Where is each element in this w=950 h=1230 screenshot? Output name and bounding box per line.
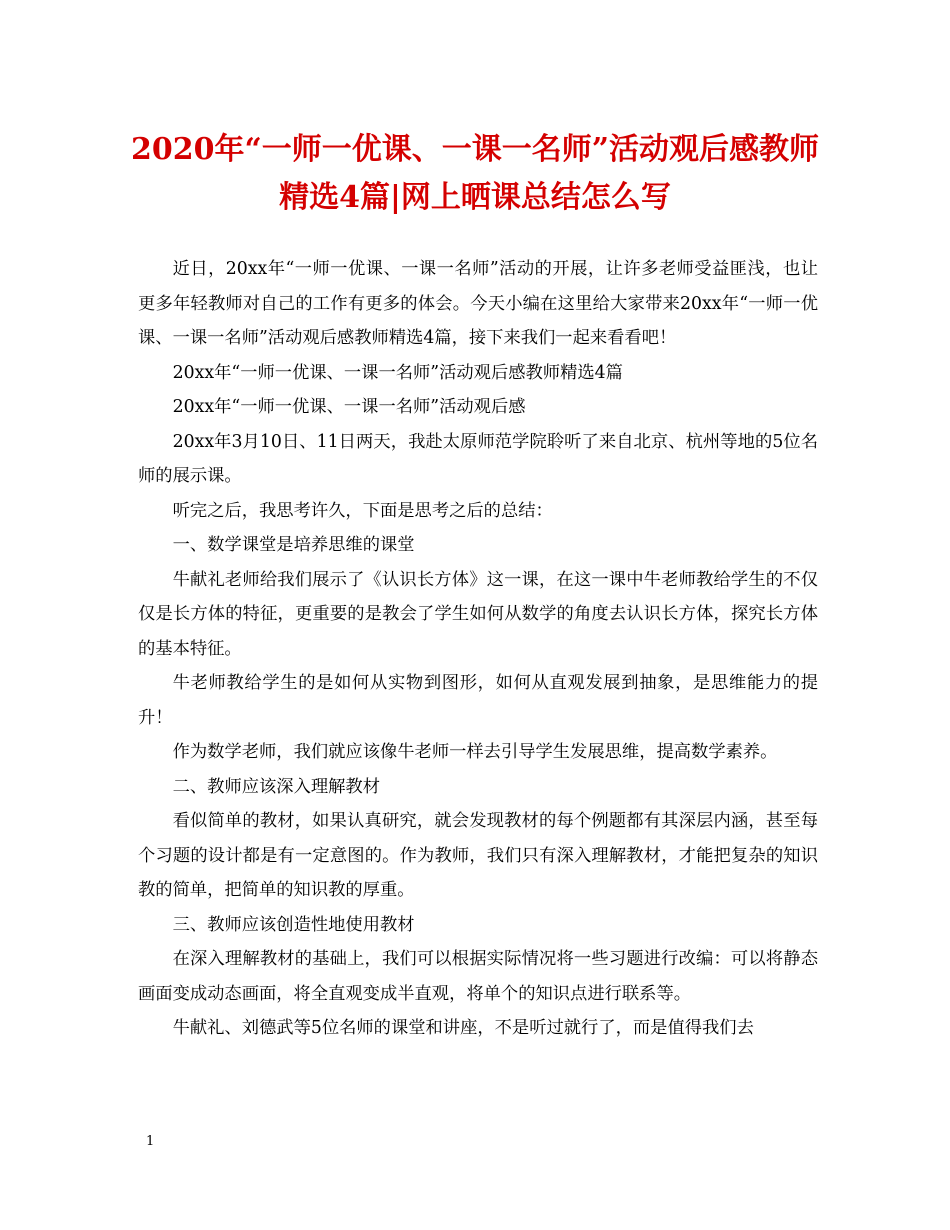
paragraph: 20xx年“一师一优课、一课一名师”活动观后感 (172, 397, 526, 417)
paragraph: 看似简单的教材，如果认真研究，就会发现教材的每个例题都有其深层内涵，甚至每个习题的设计都是有一定意图的。作为教师，我们只有深入理解教材，才能把复杂的知识教的简单，把简单的知识教的厚重。 (138, 811, 818, 900)
document-title-line-1: 2020年“一师一优课、一课一名师”活动观后感教师 (130, 132, 819, 167)
section-heading: 二、教师应该深入理解教材 (172, 776, 380, 797)
paragraph: 牛老师教给学生的是如何从实物到图形，如何从直观发展到抽象，是思维能力的提升！ (138, 673, 818, 728)
paragraph: 牛献礼、刘德武等5位名师的课堂和讲座，不是听过就行了，而是值得我们去 (172, 1018, 754, 1038)
paragraph: 20xx年“一师一优课、一课一名师”活动观后感教师精选4篇 (172, 362, 623, 383)
paragraph: 20xx年3月10日、11日两天，我赴太原师范学院聆听了来自北京、杭州等地的5位名师的展示课。 (138, 431, 818, 486)
paragraph: 听完之后，我思考许久，下面是思考之后的总结： (172, 500, 553, 521)
paragraph: 在深入理解教材的基础上，我们可以根据实际情况将一些习题进行改编：可以将静态画面变成动态画面，将全直观变成半直观，将单个的知识点进行联系等。 (138, 949, 818, 1004)
section-heading: 一、数学课堂是培养思维的课堂 (172, 535, 415, 555)
paragraph: 近日，20xx年“一师一优课、一课一名师”活动的开展，让许多老师受益匪浅，也让更多年轻教师对自己的工作有更多的体会。今天小编在这里给大家带来20xx年“一师一优课、一课一名师”活动观后感教师精选4篇，接下来我们一起来看看吧！ (138, 259, 818, 348)
paragraph: 牛献礼老师给我们展示了《认识长方体》这一课，在这一课中牛老师教给学生的不仅仅是长方体的特征，更重要的是教会了学生如何从数学的角度去认识长方体，探究长方体的基本特征。 (138, 569, 818, 659)
paragraph: 作为数学老师，我们就应该像牛老师一样去引导学生发展思维，提高数学素养。 (172, 742, 778, 762)
document-body (138, 252, 818, 1046)
section-heading: 三、教师应该创造性地使用教材 (172, 914, 415, 935)
document-title-line-2: 精选4篇|网上晒课总结怎么写 (279, 180, 671, 215)
page-number: 1 (146, 1134, 155, 1149)
